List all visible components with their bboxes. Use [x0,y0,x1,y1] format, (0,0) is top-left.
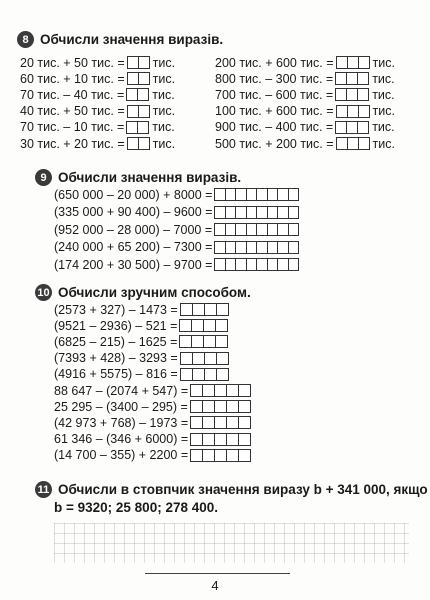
expression-text: 700 тис. – 600 тис. = [215,87,334,102]
answer-boxes[interactable] [180,303,229,316]
answer-boxes[interactable] [126,121,149,134]
exercise-title: Обчисли в стовпчик значення виразу b + 341 000, якщо [58,482,428,497]
answer-cell[interactable] [288,188,300,201]
answer-boxes[interactable] [127,72,150,85]
expression-text: 900 тис. – 400 тис. = [215,120,334,135]
page-number: 4 [211,578,219,593]
expression-text: 20 тис. + 50 тис. = [20,55,125,70]
answer-cell[interactable] [238,433,251,446]
answer-cell[interactable] [138,105,150,118]
expression-text: (650 000 – 20 000) + 8000 = [54,187,213,202]
answer-cell[interactable] [238,449,251,462]
expression-row [215,136,395,151]
expression-text: 61 346 – (346 + 6000) = [54,432,189,447]
answer-boxes[interactable] [214,206,299,219]
answer-boxes[interactable] [335,121,369,134]
answer-cell[interactable] [238,416,251,429]
answer-cell[interactable] [288,206,300,219]
answer-cell[interactable] [358,56,370,69]
exercise-number-badge: 10 [35,284,52,301]
expression-row [20,87,175,102]
unit-label: тис. [152,71,176,86]
expression-row [54,351,229,366]
exercise-title: Обчисли значення виразів. [58,170,242,185]
expression-text: (240 000 + 65 200) – 7300 = [54,240,213,255]
expression-row [215,71,395,86]
expression-text: 100 тис. + 600 тис. = [215,104,334,119]
exercise-number-badge: 11 [35,481,52,498]
expression-text: (6825 – 215) – 1625 = [54,334,178,349]
expression-row [20,104,175,119]
expression-row [215,87,395,102]
answer-cell[interactable] [288,223,300,236]
answer-boxes[interactable] [190,449,251,462]
expression-row [54,448,251,463]
answer-cell[interactable] [357,72,369,85]
expression-row [54,222,299,237]
expression-text: 70 тис. – 10 тис. = [20,120,125,135]
expression-text: 200 тис. + 600 тис. = [215,55,334,70]
answer-cell[interactable] [216,303,229,316]
answer-cell[interactable] [215,319,228,332]
answer-cell[interactable] [137,121,149,134]
expression-text: 88 647 – (2074 + 547) = [54,383,189,398]
expression-row [54,240,299,255]
expression-row [215,55,395,70]
answer-boxes[interactable] [335,72,369,85]
answer-boxes[interactable] [336,56,370,69]
expression-text: 800 тис. – 300 тис. = [215,71,334,86]
expression-row [54,367,229,382]
exercise-10-header [35,284,251,301]
expression-row [215,104,395,119]
answer-cell[interactable] [357,88,369,101]
answer-boxes[interactable] [214,258,299,271]
expression-row [20,136,175,151]
expression-row [54,383,251,398]
expression-row [54,415,251,430]
expression-row [54,399,251,414]
answer-boxes[interactable] [190,400,251,413]
expression-row [54,205,299,220]
answer-cell[interactable] [358,105,370,118]
unit-label: тис. [372,104,395,119]
expression-row [54,257,299,272]
footer-divider [145,573,290,574]
answer-boxes[interactable] [179,335,228,348]
exercise-9-header [35,169,241,186]
exercise-number-badge: 9 [35,169,52,186]
answer-boxes[interactable] [190,384,251,397]
expression-row [20,120,175,135]
expression-text: 40 тис. + 50 тис. = [20,104,125,119]
answer-cell[interactable] [138,137,150,150]
answer-cell[interactable] [358,137,370,150]
expression-text: (42 973 + 768) – 1973 = [54,415,189,430]
answer-boxes[interactable] [335,88,369,101]
answer-cell[interactable] [238,384,251,397]
unit-label: тис. [152,104,176,119]
expression-text: (952 000 – 28 000) – 7000 = [54,222,213,237]
answer-boxes[interactable] [190,433,251,446]
expression-text: 60 тис. + 10 тис. = [20,71,125,86]
answer-boxes[interactable] [336,137,370,150]
answer-boxes[interactable] [127,105,150,118]
expression-row [54,334,228,349]
answer-boxes[interactable] [336,105,370,118]
unit-label: тис. [372,136,395,151]
exercise-number-badge: 8 [17,31,34,48]
expression-text: (174 200 + 30 500) – 9700 = [54,257,213,272]
answer-boxes[interactable] [180,352,229,365]
answer-cell[interactable] [215,335,228,348]
expression-text: (335 000 + 90 400) – 9600 = [54,205,213,220]
expression-text: 25 295 – (3400 – 295) = [54,399,188,414]
unit-label: тис. [372,71,395,86]
expression-text: (14 700 – 355) + 2200 = [54,448,189,463]
unit-label: тис. [372,87,395,102]
unit-label: тис. [152,120,175,135]
answer-cell[interactable] [288,258,300,271]
answer-boxes[interactable] [179,319,228,332]
unit-label: тис. [372,120,395,135]
answer-boxes[interactable] [214,188,299,201]
answer-boxes[interactable] [126,88,149,101]
expression-text: 500 тис. + 200 тис. = [215,136,334,151]
answer-cell[interactable] [216,352,229,365]
answer-cell[interactable] [357,121,369,134]
expression-row [54,302,229,317]
expression-row [54,432,251,447]
expression-row [215,120,395,135]
exercise-title: Обчисли значення виразів. [40,32,224,47]
answer-boxes[interactable] [214,241,299,254]
exercise-11-header [35,481,428,498]
answer-boxes[interactable] [180,368,229,381]
unit-label: тис. [152,55,176,70]
exercise-11-values: b = 9320; 25 800; 278 400. [54,500,218,515]
answer-boxes[interactable] [127,137,150,150]
expression-row [54,187,299,202]
expression-row [20,71,175,86]
exercise-8-header [17,31,223,48]
exercise-title: Обчисли зручним способом. [58,285,251,300]
answer-boxes[interactable] [190,416,251,429]
expression-text: 70 тис. – 40 тис. = [20,87,125,102]
answer-cell[interactable] [238,400,251,413]
unit-label: тис. [152,136,176,151]
answer-grid[interactable] [54,523,409,563]
expression-text: (4916 + 5575) – 816 = [54,367,178,382]
unit-label: тис. [152,87,175,102]
answer-boxes[interactable] [214,223,299,236]
expression-row [20,55,175,70]
answer-cell[interactable] [137,88,149,101]
answer-cell[interactable] [138,72,150,85]
expression-text: (2573 + 327) – 1473 = [54,302,178,317]
answer-boxes[interactable] [127,56,150,69]
expression-row [54,318,228,333]
expression-text: (7393 + 428) – 3293 = [54,351,178,366]
expression-text: 30 тис. + 20 тис. = [20,136,125,151]
expression-text: (9521 – 2936) – 521 = [54,318,178,333]
answer-cell[interactable] [288,241,300,254]
answer-cell[interactable] [216,368,229,381]
answer-cell[interactable] [138,56,150,69]
unit-label: тис. [372,55,395,70]
